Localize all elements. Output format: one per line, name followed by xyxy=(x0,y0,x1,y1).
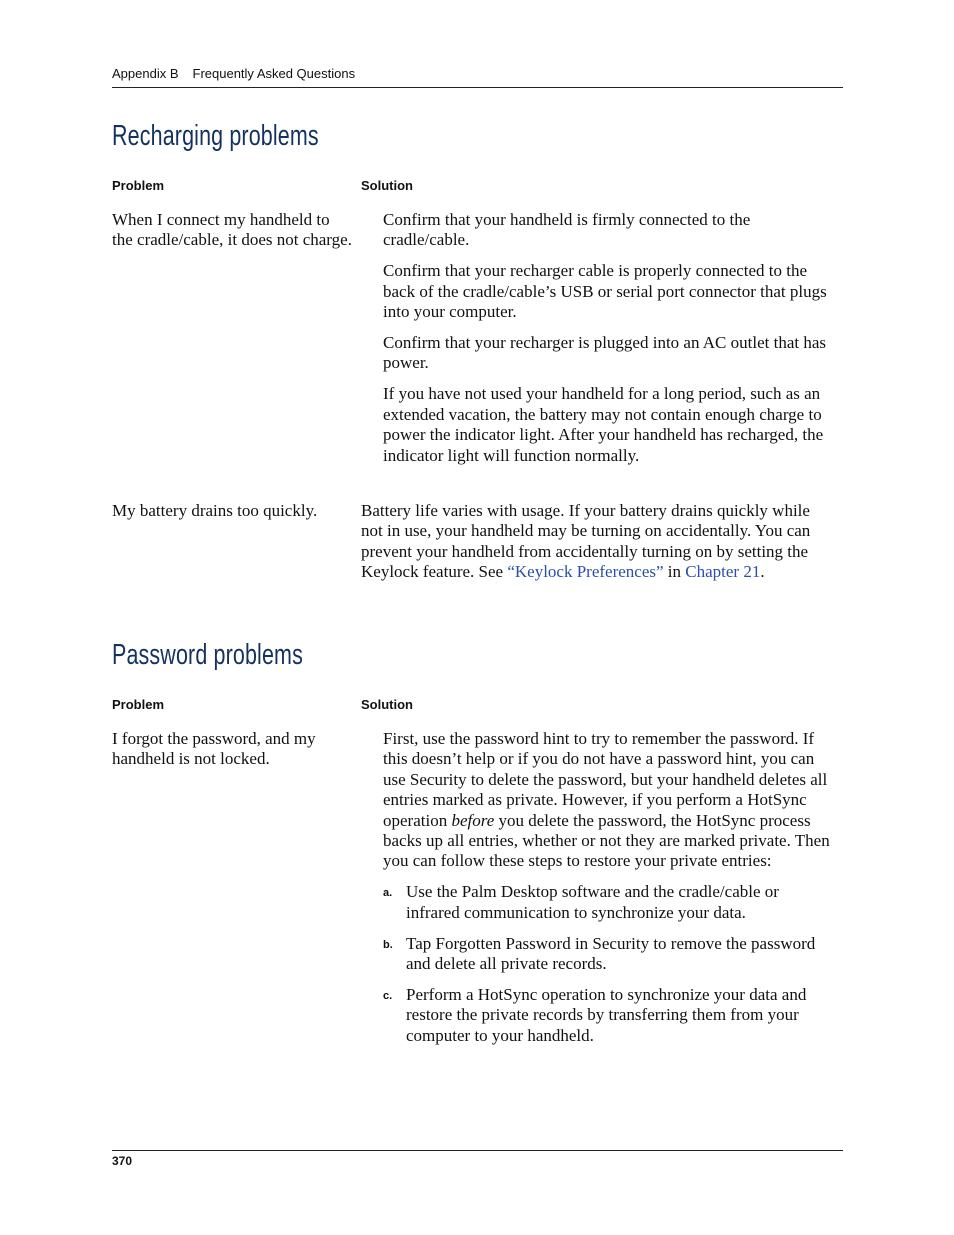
footer-rule xyxy=(112,1150,843,1151)
step-text: Use the Palm Desktop software and the cradle/cable or infrared communication to synchronize your data. xyxy=(406,882,779,922)
step-text: Tap Forgotten Password in Security to remove the password and delete all private records. xyxy=(406,933,816,974)
problem-cell xyxy=(112,729,352,770)
solution-paragraph xyxy=(383,729,833,872)
step-letter: a. xyxy=(383,887,393,900)
solution-paragraph xyxy=(361,501,833,583)
running-header xyxy=(112,66,843,82)
solution-text: in xyxy=(663,562,686,582)
solution-paragraph: Confirm that your recharger cable is properly connected to the back of the cradle/cable’s USB or serial port connector that plugs into your computer. xyxy=(383,261,827,322)
problem-text: My battery drains too quickly. xyxy=(112,501,318,520)
solution-cell xyxy=(383,729,833,1046)
chapter-title: Frequently Asked Questions xyxy=(192,66,356,81)
problem-text: I forgot the password, and my handheld is not locked. xyxy=(112,729,316,769)
solution-paragraph: If you have not used your handheld for a long period, such as an extended vacation, the battery may not contain enough charge to power the indicator light. After your handheld has recharged, the indicator light will function normally. xyxy=(383,384,824,465)
section-title-password: Password problems xyxy=(112,639,303,671)
column-header-solution: Solution xyxy=(361,178,413,193)
emphasis-before: before xyxy=(451,810,495,830)
column-header-problem: Problem xyxy=(112,178,165,193)
solution-text: First, use the password hint to try to remember the password. If this doesn’t help or if you do not have a password hint, you can use Security to delete the password, but your handheld deletes all entries marked as private. However, if you perform a HotSync operation xyxy=(383,729,828,830)
solution-text: . xyxy=(760,562,765,582)
page-number: 370 xyxy=(112,1154,133,1168)
solution-cell xyxy=(383,210,833,466)
step-text: Perform a HotSync operation to synchronize your data and restore the private records by transferring them from your computer to your handheld. xyxy=(406,984,807,1045)
step-item xyxy=(383,882,833,923)
problem-cell xyxy=(112,210,352,251)
keylock-preferences-link[interactable]: “Keylock Preferences” xyxy=(507,562,664,582)
step-item xyxy=(383,934,833,975)
solution-text: Battery life varies with usage. If your battery drains quickly while not in use, your handheld may be turning on accidentally. You can prevent your handheld from accidentally turning on by setting the Keylock feature. See xyxy=(361,501,811,582)
column-header-problem: Problem xyxy=(112,697,165,712)
step-letter: b. xyxy=(383,938,393,951)
column-header-solution: Solution xyxy=(361,697,413,712)
solution-paragraph: Confirm that your handheld is firmly connected to the cradle/cable. xyxy=(383,210,751,250)
solution-cell xyxy=(361,501,833,583)
problem-text: When I connect my handheld to the cradle/cable, it does not charge. xyxy=(112,210,352,250)
step-item xyxy=(383,985,833,1046)
solution-paragraph: Confirm that your recharger is plugged into an AC outlet that has power. xyxy=(383,333,827,373)
solution-text: you delete the password, the HotSync process backs up all entries, whether or not they are marked private. Then you can follow these steps to restore your private entries: xyxy=(383,810,830,871)
problem-cell xyxy=(112,501,357,521)
section-title-recharging: Recharging problems xyxy=(112,120,319,152)
header-rule xyxy=(112,87,843,88)
chapter-21-link[interactable]: Chapter 21 xyxy=(685,562,761,582)
appendix-label: Appendix B xyxy=(112,66,179,81)
step-letter: c. xyxy=(383,989,393,1002)
